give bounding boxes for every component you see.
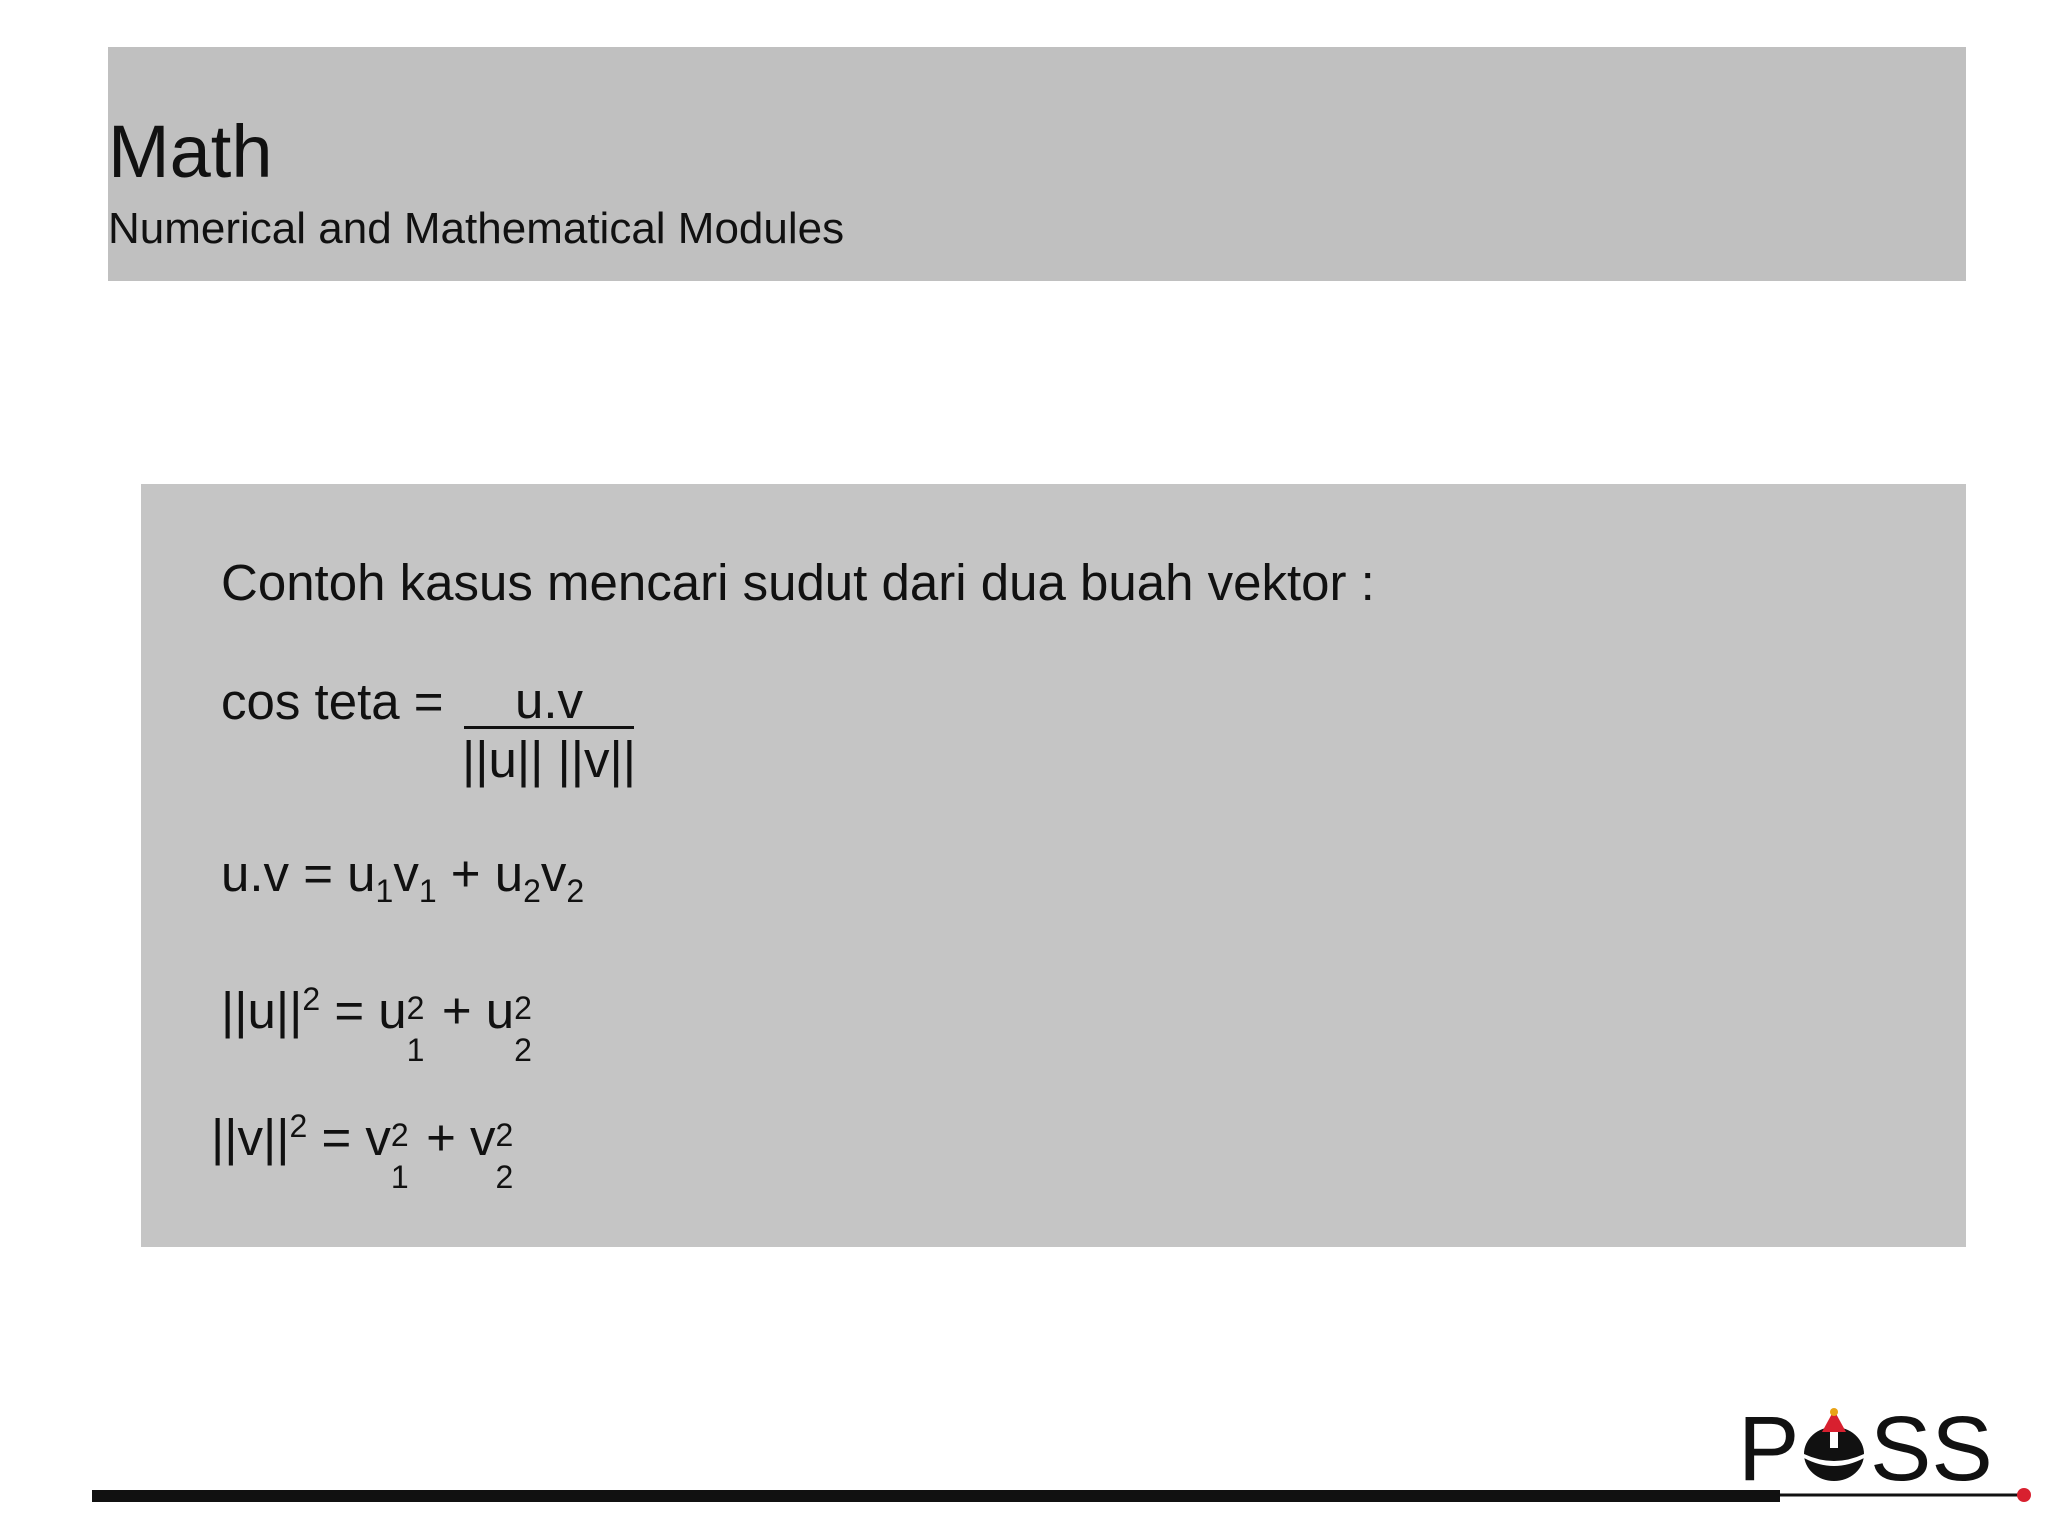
footer-rule <box>92 1490 1780 1502</box>
norm-v-eq: = v <box>307 1109 391 1166</box>
dot-product-lhs: u.v = u <box>221 845 376 902</box>
subscript-u2: 2 <box>523 873 541 910</box>
superscript-norm-v: 2 <box>289 1108 308 1144</box>
norm-v-plus: + v <box>411 1109 496 1166</box>
logo-letters-ss: SS <box>1870 1402 1993 1500</box>
cos-formula-lhs: cos teta = <box>221 673 444 730</box>
norm-u-lhs: ||u|| <box>221 982 303 1039</box>
poss-logo <box>1738 1402 2036 1510</box>
subscript-v1: 1 <box>418 873 437 910</box>
norm-u-eq: = u <box>320 982 407 1039</box>
logo-dot-icon <box>2017 1488 2031 1502</box>
norm-u-plus: + u <box>427 982 515 1039</box>
norm-v-lhs: ||v|| <box>211 1109 290 1166</box>
norm-v-formula: $||v||^2 = v$ 2 + v <box>211 1108 496 1166</box>
slide-header <box>108 47 1966 281</box>
subscript-u1: 1 <box>375 873 394 910</box>
slide-subtitle: Numerical and Mathematical Modules <box>108 204 845 253</box>
superscript-norm-u: 2 <box>302 981 321 1017</box>
subscript-v2: 2 <box>566 873 585 910</box>
logo-letter-p: P <box>1738 1402 1800 1500</box>
intro-text: Contoh kasus mencari sudut dari dua buah vektor : <box>221 554 1375 611</box>
slide-title: Math <box>108 110 273 193</box>
norm-u-formula: $||u||^2 = u$ 2 + u <box>221 981 515 1039</box>
poss-emblem-icon <box>1804 1408 1864 1481</box>
dot-product-plus: + u <box>436 845 524 902</box>
dot-product-v2: v <box>540 845 567 902</box>
dot-product-formula <box>221 845 585 910</box>
fraction-denominator: ||u|| ||v|| <box>462 731 637 788</box>
dot-product-v1: v <box>393 845 419 902</box>
fraction-numerator: u.v <box>464 676 634 729</box>
